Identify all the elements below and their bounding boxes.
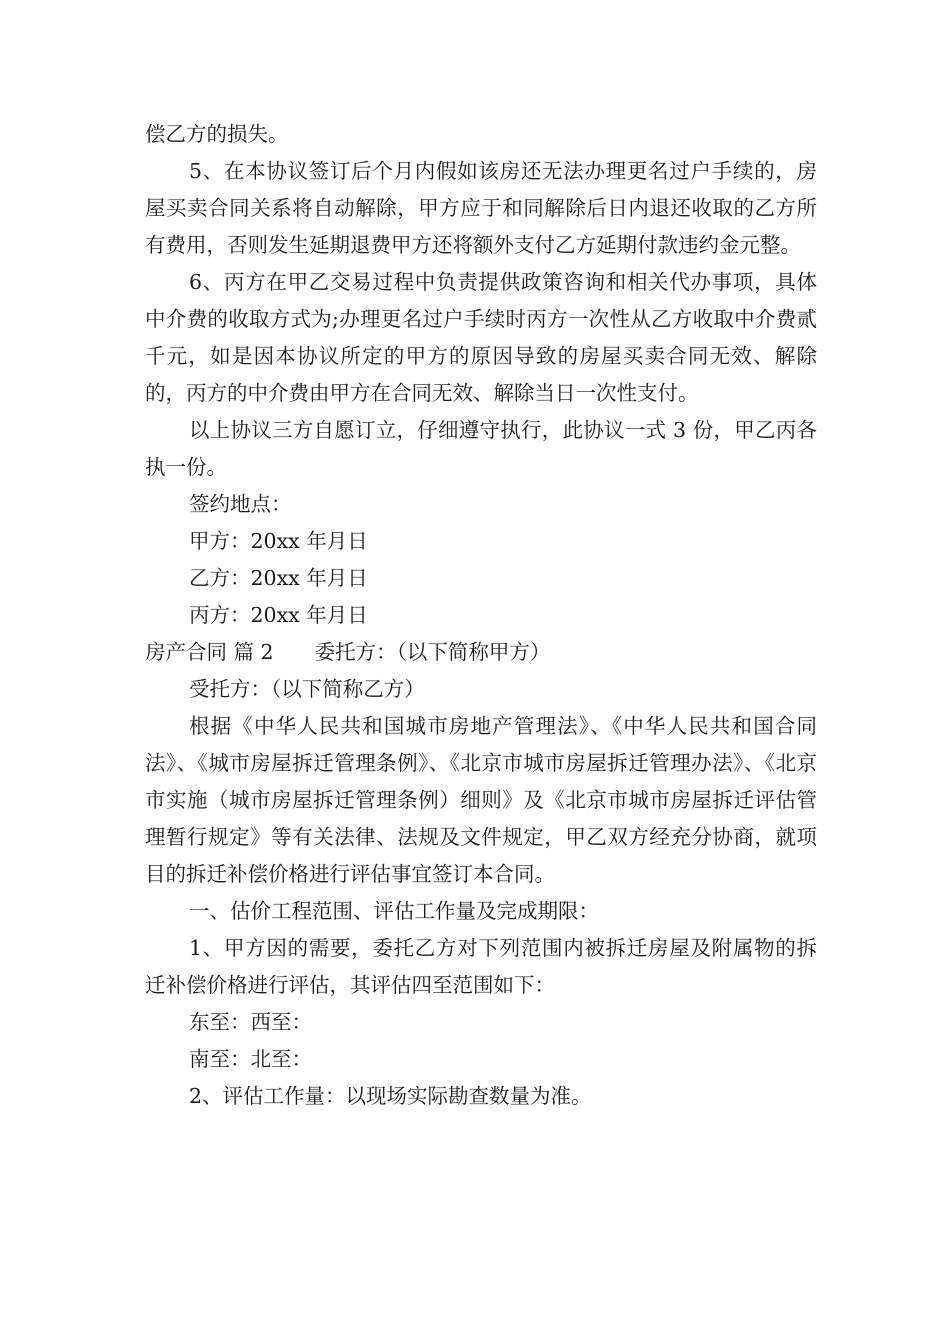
- paragraph: 6、丙方在甲乙交易过程中负责提供政策咨询和相关代办事项，具体中介费的收取方式为;办理更名过户手续时丙方一次性从乙方收取中介费贰千元，如是因本协议所定的甲方的原因导致的房屋买卖合同无效、解除的，丙方的中介费由甲方在合同无效、解除当日一次性支付。: [145, 270, 817, 405]
- signing-place-line: 签约地点：: [189, 492, 292, 516]
- section-heading: 房产合同 篇 2 委托方：（以下简称甲方）: [145, 640, 551, 664]
- boundary-line: 南至：北至：: [189, 1047, 312, 1071]
- paragraph: 根据《中华人民共和国城市房地产管理法》、《中华人民共和国合同法》、《城市房屋拆迁管理条例》、《北京市城市房屋拆迁管理办法》、《北京市实施（城市房屋拆迁管理条例）细则》及《北京市城市房屋拆迁评估管理暂行规定》等有关法律、法规及文件规定，甲乙双方经充分协商，就项目的拆迁补偿价格进行评估事宜签订本合同。: [145, 714, 817, 886]
- paragraph: 2、评估工作量：以现场实际勘查数量为准。: [189, 1084, 592, 1108]
- paragraph: 偿乙方的损失。: [145, 122, 289, 146]
- paragraph: 受托方：（以下简称乙方）: [189, 677, 425, 701]
- paragraph: 1、甲方因的需要，委托乙方对下列范围内被拆迁房屋及附属物的拆迁补偿价格进行评估，其评估四至范围如下：: [145, 936, 817, 997]
- document-body: [145, 116, 817, 1115]
- paragraph: 5、在本协议签订后个月内假如该房还无法办理更名过户手续的，房屋买卖合同关系将自动解除，甲方应于和同解除后日内退还收取的乙方所有费用，否则发生延期退费甲方还将额外支付乙方延期付款违约金元整。: [145, 159, 817, 257]
- paragraph: 以上协议三方自愿订立，仔细遵守执行，此协议一式 3 份，甲乙丙各执一份。: [145, 418, 817, 479]
- party-a-date-line: 甲方：20xx 年月日: [189, 529, 368, 553]
- boundary-line: 东至：西至：: [189, 1010, 312, 1034]
- party-c-date-line: 丙方：20xx 年月日: [189, 603, 368, 627]
- party-b-date-line: 乙方：20xx 年月日: [189, 566, 368, 590]
- clause-heading: 一、估价工程范围、评估工作量及完成期限：: [189, 899, 599, 923]
